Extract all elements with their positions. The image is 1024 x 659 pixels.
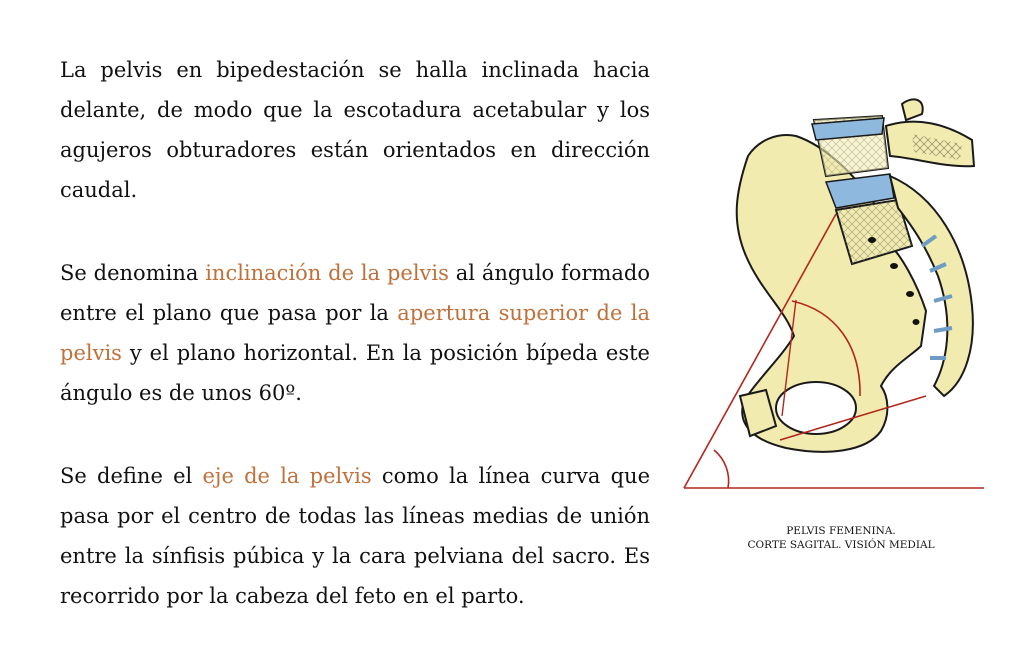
figure-caption xyxy=(676,524,1006,552)
paragraph-pelvis-orientation xyxy=(60,50,650,210)
paragraph-text: La pelvis en bipedestación se halla inclinada hacia delante, de modo que la escotadura acetabular y los agujeros obturadores están orientados en dirección caudal. xyxy=(60,58,650,202)
paragraph-text: y el plano horizontal. En la posición bípeda este ángulo es de unos 60º. xyxy=(60,341,650,405)
paragraph-text: Se define el xyxy=(60,464,203,488)
term-pelvic-axis: eje de la pelvis xyxy=(202,464,372,488)
paragraph-pelvic-inclination xyxy=(60,253,650,413)
paragraph-text: al ángulo formado entre el plano que pasa por la xyxy=(60,261,650,325)
caption-line-1: PELVIS FEMENINA. xyxy=(786,525,896,537)
term-pelvic-inclination: inclinación de la pelvis xyxy=(205,261,449,285)
caption-line-2: CORTE SAGITAL. VISIÓN MEDIAL xyxy=(747,539,935,551)
pelvis-sagittal-illustration xyxy=(676,96,988,496)
paragraph-pelvic-axis xyxy=(60,456,650,616)
paragraph-text: como la línea curva que pasa por el centro de todas las líneas medias de unión entre la sínfisis púbica y la cara pelviana del sacro. Es recorrido por la cabeza del feto en el parto. xyxy=(60,464,650,608)
text-column xyxy=(60,50,650,659)
paragraph-text: Se denomina xyxy=(60,261,206,285)
inclination-angle-arc xyxy=(714,450,729,488)
term-superior-pelvic-aperture: apertura superior de la pelvis xyxy=(60,301,651,365)
obturator-foramen xyxy=(776,382,856,434)
